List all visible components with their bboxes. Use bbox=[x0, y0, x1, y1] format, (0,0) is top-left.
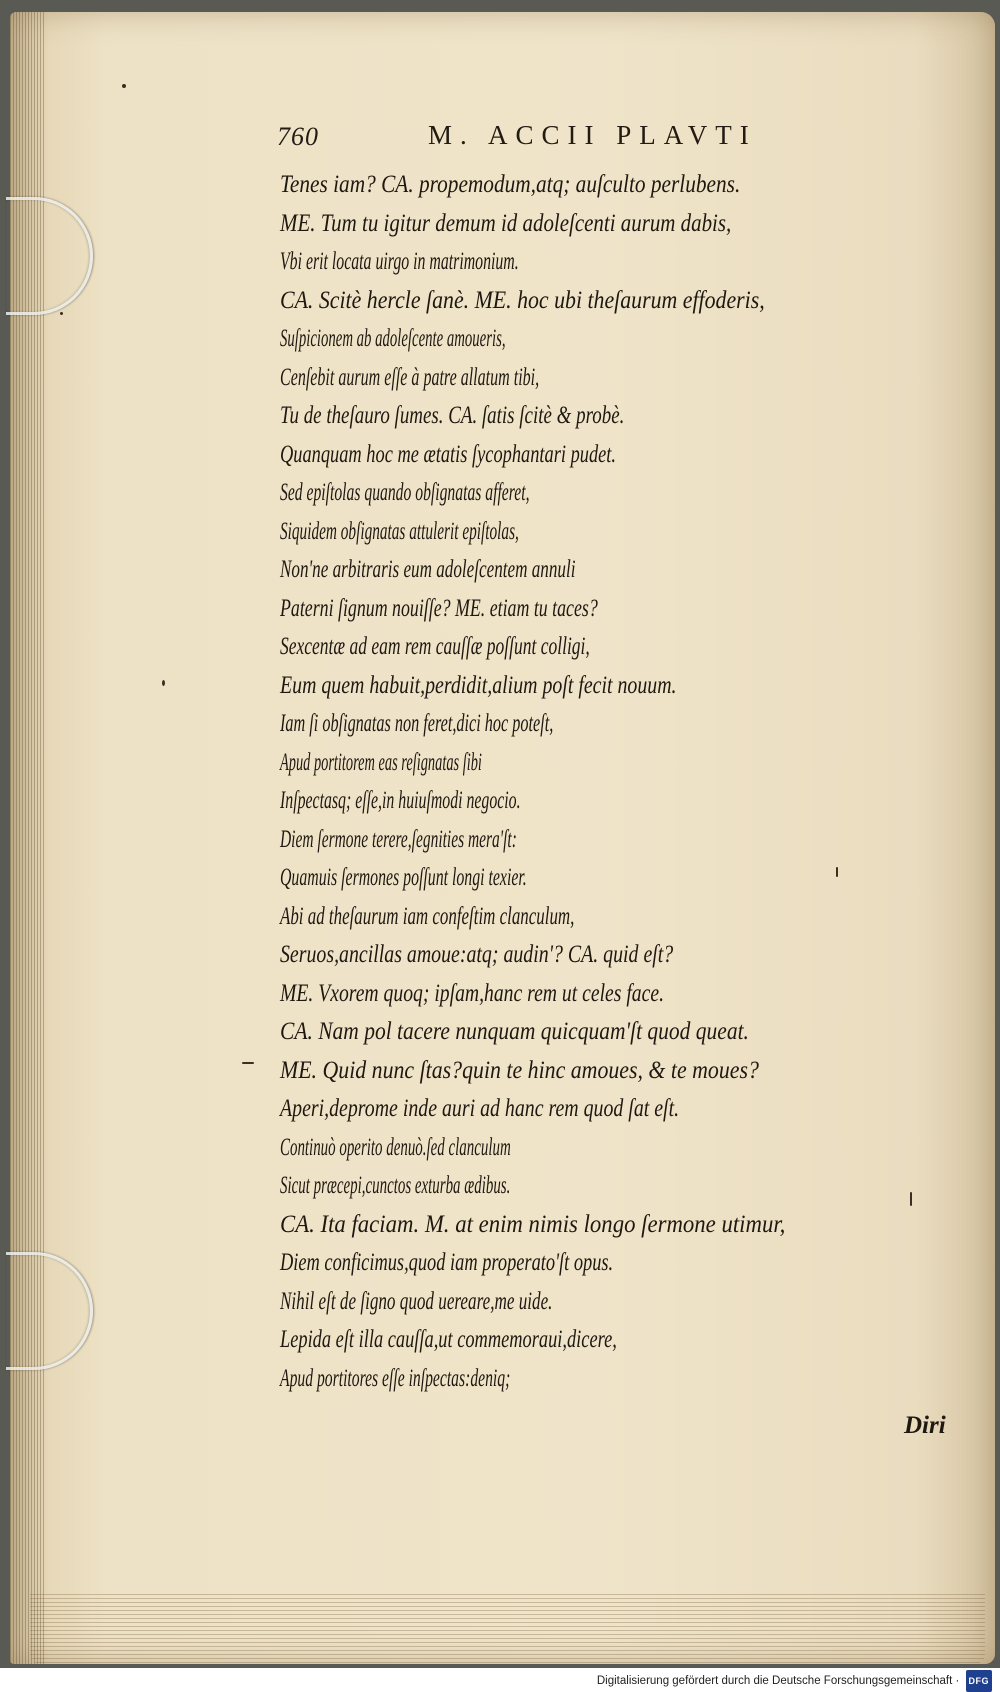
page-bottom-edge bbox=[30, 1594, 985, 1664]
verse-line: Inſpectasq; eſſe,in huiuſmodi negocio. bbox=[280, 785, 521, 814]
page-clip-icon bbox=[6, 197, 93, 315]
verse-line: Diem conficimus,quod iam properato'ſt opus. bbox=[280, 1247, 614, 1276]
verse-line: Sed epiſtolas quando obſignatas afferet, bbox=[280, 477, 530, 506]
verse-line: Sicut præcepi,cunctos exturba ædibus. bbox=[280, 1170, 511, 1199]
verse-line: Vbi erit locata uirgo in matrimonium. bbox=[280, 246, 519, 275]
verse-line: CA. Ita faciam. M. at enim nimis longo ſermone utimur, bbox=[280, 1208, 786, 1238]
dfg-logo: DFG bbox=[966, 1670, 993, 1692]
verse-line: Apud portitorem eas reſignatas ſibi bbox=[280, 746, 482, 776]
verse-line: Tu de theſauro ſumes. CA. ſatis ſcitè & probè. bbox=[280, 400, 625, 429]
verse-line: Non'ne arbitraris eum adoleſcentem annuli bbox=[280, 554, 576, 583]
verse-line: Tenes iam? CA. propemodum,atq; auſculto perlubens. bbox=[280, 169, 741, 198]
verse-line: Quanquam hoc me ætatis ſycophantari pudet. bbox=[280, 438, 617, 468]
ink-speck bbox=[242, 1062, 254, 1064]
page-number: 760 bbox=[277, 122, 319, 151]
page-clip-icon bbox=[6, 1252, 93, 1370]
ink-speck bbox=[60, 312, 63, 315]
credit-text: Digitalisierung gefördert durch die Deutsche Forschungsgemeinschaft · bbox=[596, 1675, 960, 1688]
verse-line: Cenſebit aurum eſſe à patre allatum tibi, bbox=[280, 361, 540, 391]
ink-speck bbox=[122, 84, 126, 88]
verse-line: Eum quem habuit,perdidit,alium poſt fecit nouum. bbox=[280, 669, 677, 699]
verse-line: Quamuis ſermones poſſunt longi texier. bbox=[280, 862, 527, 891]
verse-line: Abi ad theſaurum iam confeſtim clanculum, bbox=[280, 900, 575, 930]
verse-line: ME. Vxorem quoq; ipſam,hanc rem ut celes face. bbox=[280, 977, 664, 1007]
verse-line: Continuò operito denuò.ſed clanculum bbox=[280, 1131, 511, 1161]
verse-line: Nihil eſt de ſigno quod uereare,me uide. bbox=[280, 1285, 553, 1315]
verse-line: CA. Nam pol tacere nunquam quicquam'ſt quod queat. bbox=[280, 1016, 749, 1045]
verse-line: Aperi,deprome inde auri ad hanc rem quod ſat eſt. bbox=[280, 1093, 680, 1122]
page-header bbox=[277, 120, 847, 160]
verse-line: Paterni ſignum nouiſſe? ME. etiam tu taces? bbox=[280, 592, 598, 622]
running-title: M. ACCII PLAVTI bbox=[428, 120, 757, 150]
digitization-credit bbox=[597, 1670, 992, 1690]
verse-line: Apud portitores eſſe inſpectas:deniq; bbox=[280, 1362, 511, 1392]
verse-line: Iam ſi obſignatas non feret,dici hoc poteſt, bbox=[280, 708, 554, 737]
verse-line: CA. Scitè hercle ſanè. ME. hoc ubi theſaurum effoderis, bbox=[280, 284, 765, 314]
verse-line: ME. Tum tu igitur demum id adoleſcenti aurum dabis, bbox=[280, 207, 732, 237]
verse-line: ME. Quid nunc ſtas?quin te hinc amoues, & te moues? bbox=[280, 1054, 759, 1084]
verse-line: Sexcentæ ad eam rem cauſſæ poſſunt colligi, bbox=[280, 631, 590, 660]
verse-line: Seruos,ancillas amoue:atq; audin'? CA. quid eſt? bbox=[280, 939, 674, 968]
catchword: Diri bbox=[904, 1412, 946, 1439]
verse-line: Suſpicionem ab adoleſcente amoueris, bbox=[280, 323, 506, 352]
verse-line: Diem ſermone terere,ſegnities mera'ſt: bbox=[280, 823, 517, 853]
verse-line: Siquidem obſignatas attulerit epiſtolas, bbox=[280, 515, 519, 545]
verse-block bbox=[280, 165, 980, 1397]
ink-speck bbox=[162, 680, 165, 686]
verse-line: Lepida eſt illa cauſſa,ut commemoraui,dicere, bbox=[280, 1324, 617, 1353]
